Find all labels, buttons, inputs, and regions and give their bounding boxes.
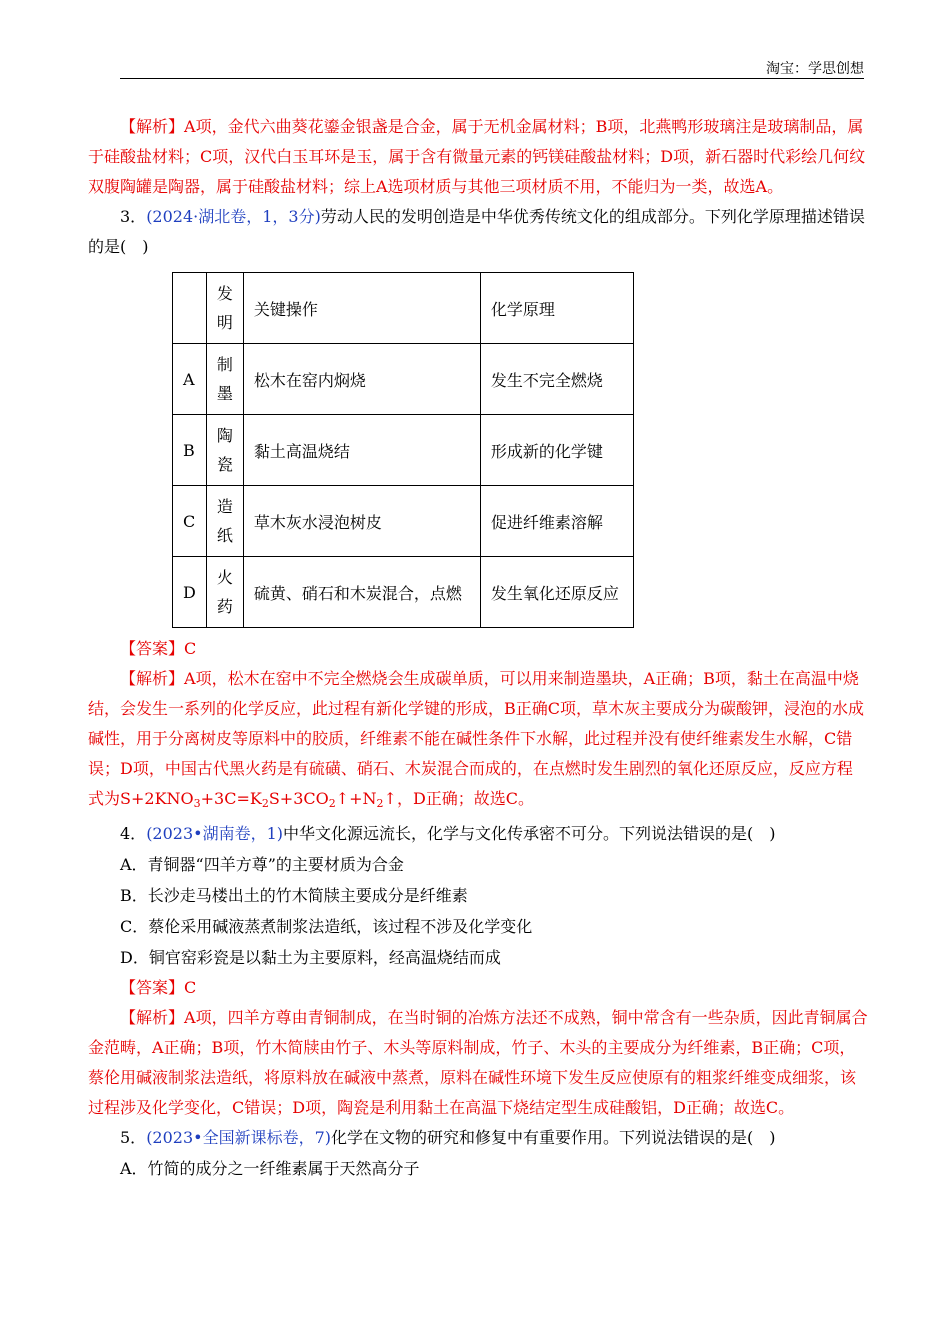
answer-label: 【答案】 (120, 978, 185, 997)
question-stem: 劳动人民的发明创造是中华优秀传统文化的组成部分。下列化学原理描述错误的是( ) (88, 207, 865, 256)
eq-part: ↑+N (335, 789, 377, 808)
q3-stem (88, 202, 868, 262)
table-cell: 发明 (206, 273, 243, 344)
question-stem: 中华文化源远流长，化学与文化传承密不可分。下列说法错误的是( ) (283, 824, 776, 843)
table-cell: 形成新的化学键 (480, 415, 633, 486)
table-cell: B (173, 415, 207, 486)
eq-sub: 3 (193, 797, 201, 810)
analysis-label: 【解析】 (120, 669, 185, 688)
question-number: 5． (120, 1128, 147, 1147)
q5-option-a: A．竹简的成分之一纤维素属于天然高分子 (120, 1159, 420, 1178)
table-row (173, 557, 634, 628)
question-stem: 化学在文物的研究和修复中有重要作用。下列说法错误的是( ) (331, 1128, 776, 1147)
table-cell: D (173, 557, 207, 628)
question-source: (2023•湖南卷，1) (146, 824, 284, 843)
table-cell: 松木在窑内焖烧 (243, 344, 480, 415)
table-cell: 草木灰水浸泡树皮 (243, 486, 480, 557)
table-cell: 火药 (206, 557, 243, 628)
table-cell: 造纸 (206, 486, 243, 557)
table-row (173, 344, 634, 415)
q4-option-a: A．青铜器“四羊方尊”的主要材质为合金 (120, 855, 404, 874)
table-row (173, 415, 634, 486)
answer-value: C (184, 978, 197, 997)
table-cell: 硫黄、硝石和木炭混合，点燃 (243, 557, 480, 628)
answer-label: 【答案】 (120, 639, 185, 658)
header-shop-name: 淘宝：学思创想 (766, 61, 864, 77)
q5-stem (88, 1123, 868, 1153)
table-cell: C (173, 486, 207, 557)
table-cell (173, 273, 207, 344)
eq-sub: 2 (328, 797, 336, 810)
question-number: 3． (120, 207, 147, 226)
table-cell: 发生氧化还原反应 (480, 557, 633, 628)
q4-option-d: D．铜官窑彩瓷是以黏土为主要原料，经高温烧结而成 (120, 948, 501, 967)
question-source: (2023•全国新课标卷，7) (146, 1128, 332, 1147)
question-number: 4． (120, 824, 147, 843)
analysis-text: A项，松木在窑中不完全燃烧会生成碳单质，可以用来制造墨块，A正确；B项，黏土在高温中烧结，会发生一系列的化学反应，此过程有新化学键的形成，B正确C项，草木灰主要成分为碳酸钾，浸泡的水成碱性，用于分离树皮等原料中的胶质，纤维素不能在碱性条件下水解，此过程并没有使纤维素发生水解，C错误；D项，中国古代黑火药是有硫磺、硝石、木炭混合而成的，在点燃时发生剧烈的氧化还原反应，反应方程式为 (88, 669, 865, 808)
q3-answer (88, 634, 868, 664)
equation (120, 789, 413, 808)
eq-part: S+3CO (268, 789, 329, 808)
table-cell: A (173, 344, 207, 415)
page-content (88, 112, 868, 1184)
answer-value: C (184, 639, 197, 658)
analysis-text: A项，四羊方尊由青铜制成，在当时铜的冶炼方法还不成熟，铜中常含有一些杂质，因此青铜属合金范畴，A正确；B项，竹木简牍由竹子、木头等原料制成，竹子、木头的主要成分为纤维素，B正确；C项，蔡伦用碱液制浆法造纸，将原料放在碱液中蒸煮，原料在碱性环境下发生反应使原有的粗浆纤维变成细浆，该过程涉及化学变化，C错误；D项，陶瓷是利用黏土在高温下烧结定型生成硅酸铝，D正确；故选C。 (88, 1008, 868, 1117)
table-cell: 促进纤维素溶解 (480, 486, 633, 557)
q4-option-b: B．长沙走马楼出土的竹木简牍主要成分是纤维素 (120, 886, 468, 905)
analysis-label: 【解析】 (120, 117, 185, 136)
table-cell: 关键操作 (243, 273, 480, 344)
eq-part: ↑， (383, 789, 413, 808)
table-cell: 化学原理 (480, 273, 633, 344)
page-header (120, 58, 864, 79)
q4-stem (88, 819, 868, 849)
q2-analysis (88, 112, 868, 202)
eq-sub: 2 (261, 797, 269, 810)
table-cell: 制墨 (206, 344, 243, 415)
table-cell: 黏土高温烧结 (243, 415, 480, 486)
q3-table (172, 272, 634, 628)
eq-part: S+2KNO (120, 789, 194, 808)
analysis-end: D正确；故选C。 (412, 789, 535, 808)
eq-part: +3C=K (200, 789, 262, 808)
table-cell: 发生不完全燃烧 (480, 344, 633, 415)
table-cell: 陶瓷 (206, 415, 243, 486)
table-header-row (173, 273, 634, 344)
analysis-text: A项，金代六曲葵花鎏金银盏是合金，属于无机金属材料；B项，北燕鸭形玻璃注是玻璃制品，属于硅酸盐材料；C项，汉代白玉耳环是玉，属于含有微量元素的钙镁硅酸盐材料；D项，新石器时代彩绘几何纹双腹陶罐是陶器，属于硅酸盐材料；综上A选项材质与其他三项材质不用，不能归为一类，故选A。 (88, 117, 866, 196)
q4-option-c: C．蔡伦采用碱液蒸煮制浆法造纸，该过程不涉及化学变化 (120, 917, 533, 936)
analysis-label: 【解析】 (120, 1008, 185, 1027)
q4-analysis (88, 1003, 868, 1123)
question-source: (2024·湖北卷，1，3分) (146, 207, 321, 226)
q4-answer (88, 973, 868, 1003)
q3-analysis (88, 664, 868, 819)
eq-sub: 2 (376, 797, 384, 810)
table-row (173, 486, 634, 557)
